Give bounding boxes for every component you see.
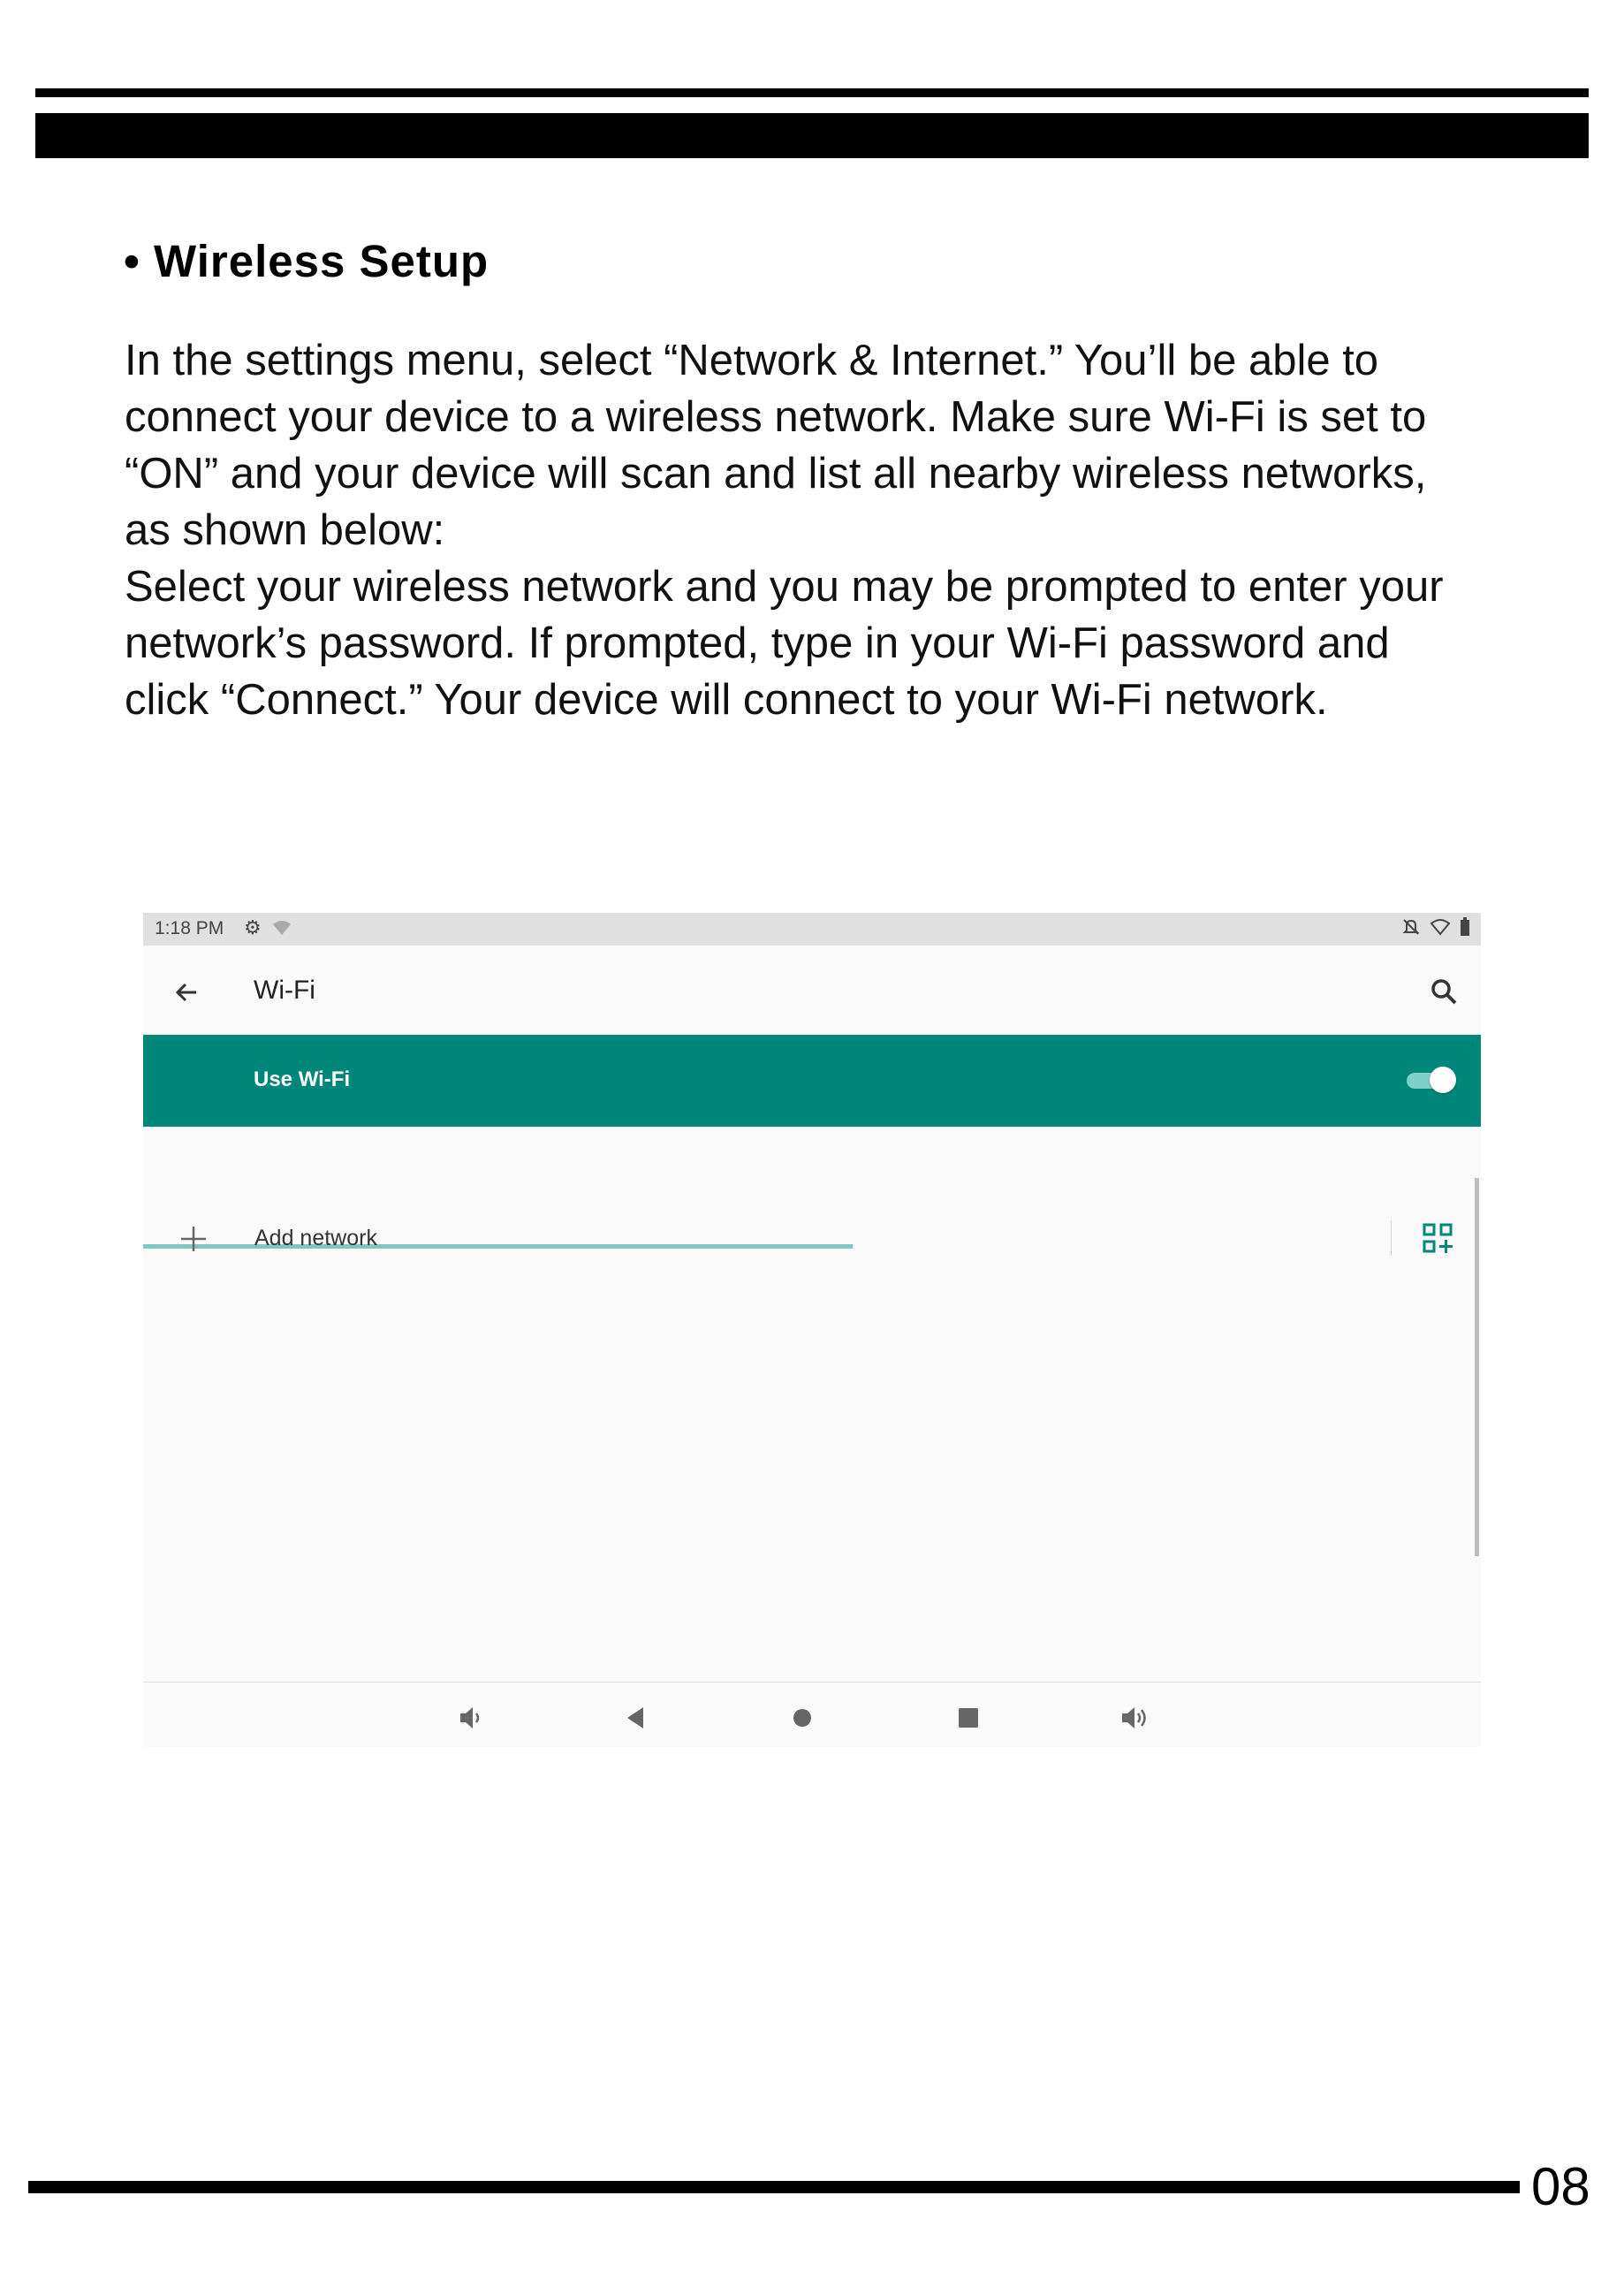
paragraph-line: network’s password. If prompted, type in your Wi-Fi password and (125, 619, 1390, 667)
footer-rule (28, 2181, 1520, 2193)
header-rule-thin (35, 88, 1589, 97)
nav-recents-icon[interactable] (951, 1700, 986, 1736)
status-bar (143, 913, 1481, 946)
wifi-toggle-switch[interactable] (1407, 1067, 1456, 1093)
page-title: Wi-Fi (254, 976, 315, 1005)
status-time: 1:18 PM (155, 918, 224, 938)
search-icon[interactable] (1426, 974, 1461, 1009)
paragraph-line: as shown below: (125, 506, 445, 554)
section-heading: • Wireless Setup (124, 236, 489, 286)
row-divider (1391, 1220, 1392, 1256)
paragraph-line: In the settings menu, select “Network & Internet.” You’ll be able to (125, 337, 1379, 384)
wifi-status-icon (272, 920, 292, 941)
paragraph-line: connect your device to a wireless network. Make sure Wi-Fi is set to (125, 393, 1427, 441)
add-network-row[interactable] (143, 1204, 1468, 1275)
status-icons (1401, 917, 1470, 942)
volume-up-icon[interactable] (1117, 1700, 1152, 1736)
volume-down-icon[interactable] (453, 1700, 489, 1736)
plus-icon (178, 1224, 209, 1254)
add-network-label: Add network (254, 1226, 377, 1250)
scrollbar[interactable] (1475, 1178, 1479, 1556)
settings-gear-icon: ⚙ (244, 916, 262, 938)
battery-icon (1460, 917, 1470, 942)
mute-icon (1401, 917, 1421, 942)
nav-home-icon[interactable] (785, 1700, 820, 1736)
use-wifi-row[interactable] (143, 1035, 1481, 1127)
qr-scan-icon[interactable] (1422, 1222, 1453, 1254)
paragraph-line: click “Connect.” Your device will connect to your Wi-Fi network. (125, 676, 1328, 724)
paragraph-line: “ON” and your device will scan and list all nearby wireless networks, (125, 450, 1427, 498)
paragraph-line: Select your wireless network and you may be prompted to enter your (125, 563, 1444, 611)
wifi-settings-screenshot (143, 913, 1481, 1747)
nav-back-icon[interactable] (618, 1700, 654, 1736)
back-arrow-icon[interactable] (170, 975, 205, 1010)
page-number: 08 (1531, 2157, 1590, 2216)
switch-thumb (1430, 1067, 1456, 1093)
use-wifi-label: Use Wi-Fi (254, 1067, 351, 1091)
wifi-signal-icon (1430, 918, 1451, 941)
instructions-paragraph (125, 332, 1538, 728)
header-rule-thick (35, 113, 1589, 158)
navigation-bar (143, 1682, 1481, 1747)
